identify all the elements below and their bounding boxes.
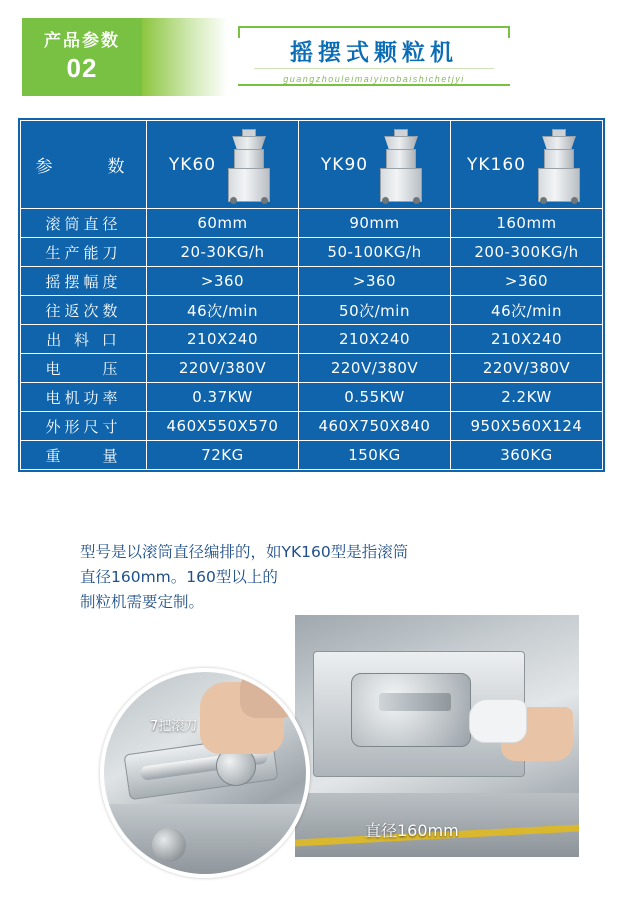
table-row xyxy=(21,383,603,412)
table-header-row xyxy=(21,121,603,209)
model-label-yk160: YK160 xyxy=(467,154,526,175)
spec-note-line-1: 型号是以滚筒直径编排的，如YK160型是指滚筒 xyxy=(80,543,409,561)
table-col-header-yk60 xyxy=(147,121,299,209)
row-value: >360 xyxy=(147,267,299,296)
row-value: 150KG xyxy=(299,441,451,470)
row-value: 950X560X124 xyxy=(451,412,603,441)
spec-table xyxy=(20,120,603,470)
row-label: 生产能刀 xyxy=(21,238,147,267)
row-label: 出 料 口 xyxy=(21,325,147,354)
row-value: 220V/380V xyxy=(299,354,451,383)
photo-roller-blades xyxy=(100,668,310,878)
row-value: 46次/min xyxy=(147,296,299,325)
page-title: 摇摆式颗粒机 xyxy=(290,39,458,65)
table-row xyxy=(21,238,603,267)
table-col-header-param: 参 数 xyxy=(21,121,147,209)
row-value: 20-30KG/h xyxy=(147,238,299,267)
model-label-yk90: YK90 xyxy=(320,154,369,175)
row-value: 0.55KW xyxy=(299,383,451,412)
table-row xyxy=(21,441,603,470)
page-header xyxy=(0,0,623,110)
row-value: 90mm xyxy=(299,209,451,238)
row-value: 360KG xyxy=(451,441,603,470)
row-value: 60mm xyxy=(147,209,299,238)
model-label-yk60: YK60 xyxy=(168,154,217,175)
row-value: 460X550X570 xyxy=(147,412,299,441)
table-row xyxy=(21,209,603,238)
row-value: 200-300KG/h xyxy=(451,238,603,267)
table-row xyxy=(21,354,603,383)
header-green-fade xyxy=(142,18,228,96)
row-value: 72KG xyxy=(147,441,299,470)
table-col-header-yk160 xyxy=(451,121,603,209)
row-label: 滚筒直径 xyxy=(21,209,147,238)
granulator-machine-icon xyxy=(532,128,586,202)
row-value: 460X750X840 xyxy=(299,412,451,441)
photo-caption-left: 7把滚刀 xyxy=(150,719,198,734)
row-label: 摇摆幅度 xyxy=(21,267,147,296)
table-row xyxy=(21,325,603,354)
row-value: 210X240 xyxy=(147,325,299,354)
photo-gallery xyxy=(0,600,623,900)
row-value: 0.37KW xyxy=(147,383,299,412)
row-value: 160mm xyxy=(451,209,603,238)
row-value: 220V/380V xyxy=(147,354,299,383)
spec-table-wrapper xyxy=(18,118,605,472)
row-value: 220V/380V xyxy=(451,354,603,383)
row-value: 46次/min xyxy=(451,296,603,325)
spec-note-line-2: 直径160mm。160型以上的 xyxy=(80,568,278,586)
row-label: 往返次数 xyxy=(21,296,147,325)
row-label: 电机功率 xyxy=(21,383,147,412)
row-label: 重 量 xyxy=(21,441,147,470)
table-row xyxy=(21,267,603,296)
table-row xyxy=(21,296,603,325)
photo-caption-right: 直径160mm xyxy=(365,821,459,840)
row-value: >360 xyxy=(299,267,451,296)
section-badge-label: 产品参数 xyxy=(44,31,120,50)
table-col-header-yk90 xyxy=(299,121,451,209)
row-value: 210X240 xyxy=(299,325,451,354)
section-badge xyxy=(22,18,142,96)
row-label: 外形尺寸 xyxy=(21,412,147,441)
row-value: 50次/min xyxy=(299,296,451,325)
title-frame xyxy=(238,26,510,86)
row-label: 电 压 xyxy=(21,354,147,383)
table-row xyxy=(21,412,603,441)
title-divider xyxy=(254,68,494,69)
granulator-machine-icon xyxy=(374,128,428,202)
spec-note-line-3: 制粒机需要定制。 xyxy=(80,593,205,611)
section-badge-number: 02 xyxy=(66,53,98,83)
page-subtitle: guangzhouleimaiyinobaishichetjyi xyxy=(283,74,465,84)
row-value: 50-100KG/h xyxy=(299,238,451,267)
granulator-machine-icon xyxy=(222,128,276,202)
row-value: 2.2KW xyxy=(451,383,603,412)
row-value: 210X240 xyxy=(451,325,603,354)
row-value: >360 xyxy=(451,267,603,296)
